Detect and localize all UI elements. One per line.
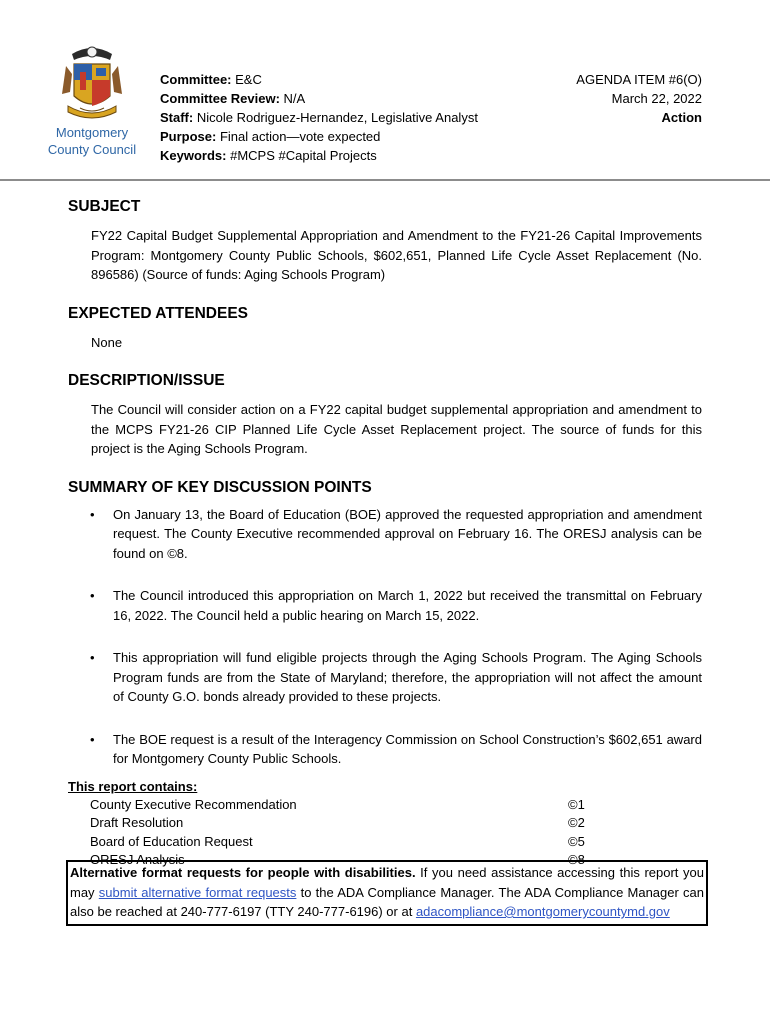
agenda-date: March 22, 2022 bbox=[611, 91, 702, 106]
summary-section bbox=[68, 477, 702, 769]
subject-heading: SUBJECT bbox=[68, 198, 141, 215]
table-row: ORESJ Analysis ©8 bbox=[90, 852, 585, 867]
list-item: • The BOE request is a result of the Interagency Commission on School Construction’s $602,651 award for Montgomery County Public Schools. bbox=[90, 731, 702, 766]
subject-text: FY22 Capital Budget Supplemental Appropriation and Amendment to the FY21-26 Capital Improvements Program: Montgomery County Public Schools, $602,651, Planned Life Cycle Asset Replacement (No. 896586) (Source of funds: Aging Schools Program) bbox=[91, 228, 702, 282]
list-item: • The Council introduced this appropriation on March 1, 2022 but received the transmittal on February 16, 2022. The Council held a public hearing on March 15, 2022. bbox=[90, 588, 702, 623]
agenda-info bbox=[576, 70, 702, 127]
table-row: Board of Education Request ©5 bbox=[90, 833, 585, 849]
description-heading: DESCRIPTION/ISSUE bbox=[68, 372, 225, 389]
notice-title: Alternative format requests for people with disabilities. bbox=[70, 865, 416, 880]
ada-email-link[interactable]: adacompliance@montgomerycountymd.gov bbox=[415, 904, 670, 919]
table-row: County Executive Recommendation ©1 bbox=[90, 796, 585, 812]
bullet-icon: • bbox=[90, 588, 95, 603]
bullet-icon: • bbox=[90, 650, 95, 665]
accessibility-notice: Alternative format requests for people with disabilities. If you need assistance accessing this report you may submit alternative format requests to the ADA Compliance Manager. The ADA Compliance Manager can also be reached at 240-777-6197 (TTY 240-777-6196) or at adacompliance@montgomerycountymd.gov bbox=[66, 860, 708, 926]
agenda-item-number: AGENDA ITEM #6(O) bbox=[576, 72, 702, 87]
county-seal-icon bbox=[58, 44, 126, 124]
report-contents-title: This report contains: bbox=[68, 778, 198, 794]
subject-section bbox=[68, 196, 702, 285]
document-body bbox=[68, 196, 702, 870]
discussion-points bbox=[68, 505, 702, 769]
bullet-icon: • bbox=[90, 506, 95, 522]
attendees-heading: EXPECTED ATTENDEES bbox=[68, 304, 248, 322]
header-divider bbox=[0, 179, 770, 181]
report-contents bbox=[68, 777, 702, 870]
committee-meta bbox=[160, 70, 478, 165]
meta-committee-review: Committee Review: N/A bbox=[160, 91, 306, 106]
meta-keywords: Keywords: #MCPS #Capital Projects bbox=[160, 148, 377, 163]
report-contents-table bbox=[90, 796, 608, 870]
list-item: • On January 13, the Board of Education (BOE) approved the requested appropriation and amendment request. The County Executive recommended approval on February 16. The ORESJ analysis can be found on ©8. bbox=[90, 506, 702, 561]
council-name: Montgomery County Council bbox=[47, 125, 137, 157]
summary-heading: SUMMARY OF KEY DISCUSSION POINTS bbox=[68, 478, 372, 496]
meta-purpose: Purpose: Final action—vote expected bbox=[160, 129, 381, 144]
attendees-section bbox=[68, 303, 702, 353]
bullet-icon: • bbox=[90, 731, 95, 747]
agenda-action: Action bbox=[661, 110, 702, 125]
attendees-text: None bbox=[91, 334, 123, 350]
page-header bbox=[0, 0, 770, 182]
meta-staff: Staff: Nicole Rodriguez-Hernandez, Legislative Analyst bbox=[160, 110, 478, 125]
description-text: The Council will consider action on a FY22 capital budget supplemental appropriation and amendment to the MCPS FY21-26 CIP Planned Life Cycle Asset Replacement project. The source of funds for this project is the Aging Schools Program. bbox=[91, 402, 702, 456]
alternative-format-link[interactable]: submit alternative format requests bbox=[98, 884, 297, 900]
list-item: • This appropriation will fund eligible projects through the Aging Schools Program. The Aging Schools Program funds are from the State of Maryland; therefore, the appropriation will not affect the amount of County G.O. bonds already provided to these projects. bbox=[90, 650, 702, 704]
meta-committee: Committee: E&C bbox=[160, 72, 262, 87]
description-section bbox=[68, 370, 702, 459]
table-row: Draft Resolution ©2 bbox=[90, 815, 585, 830]
